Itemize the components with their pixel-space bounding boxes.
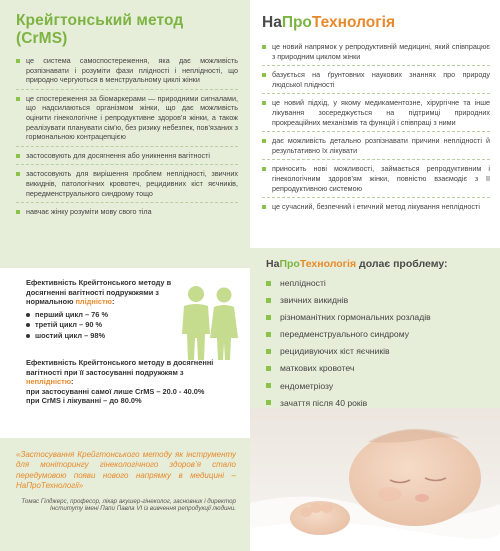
list-item: дає можливість детально розпізнавати причини неплідності й результативно їх лікувати: [262, 136, 490, 160]
list-item: це новий напрямок у репродуктивній медицині, який співпрацює з природним циклом жінки: [262, 42, 490, 66]
effectiveness-list: [26, 310, 176, 341]
bullet-square-icon: [266, 349, 271, 354]
list-item: це спостереження за біомаркерами — природними сигналами, що надсилаються організмом жінки, що дає можливість оцінити гінекологічне і репродуктивне здоров’я жінки, а також реалізувати планувати сім’ю, без ризику небезпек, пов’язаних з гормональною контрацепцією: [16, 94, 238, 147]
bullet-square-icon: [262, 205, 266, 209]
list-item: різноманітних гормональних розладів: [266, 312, 490, 323]
bullet-square-icon: [266, 281, 271, 286]
bullet-square-icon: [266, 332, 271, 337]
list-item: приносить нові можливості, займається репродуктивним і гінекологічним здоров’ям жінки, повністю взаємодіє з її репродуктивною системою: [262, 164, 490, 198]
effectiveness-heading: Ефективність Крейгтонського методу в досягненні вагітності подружжями з нормальною плідністю:: [26, 278, 172, 307]
couple-figures-icon: [174, 282, 246, 362]
bullet-square-icon: [262, 139, 266, 143]
bullet-square-icon: [266, 298, 271, 303]
quote-text: «Застосування Крейгтонського методу як інструменту для моніторингу гінекологічного здоров’я стало передумовою появи нового напрямку в медицині – НаПроТехнології»: [16, 450, 236, 491]
bullet-square-icon: [16, 210, 20, 214]
bullet-square-icon: [266, 366, 271, 371]
crms-bullet-list: [16, 56, 238, 217]
bullet-dot-icon: [26, 313, 30, 317]
crms-title: Крейгтонський метод (CrMS): [16, 12, 184, 47]
effectiveness-fertile: [26, 278, 176, 341]
list-item: шостий цикл – 98%: [26, 331, 176, 341]
bullet-square-icon: [16, 97, 20, 101]
bullet-square-icon: [266, 400, 271, 405]
list-item: звичних викиднів: [266, 295, 490, 306]
bullet-dot-icon: [26, 334, 30, 338]
naprotechnology-panel: [250, 0, 500, 248]
list-item: це сучасний, безпечний і етичний метод лікування неплідності: [262, 202, 490, 212]
problems-list: [266, 278, 490, 408]
problems-heading: НаПроТехнологія долає проблему:: [266, 258, 448, 270]
quote-author: Томас Гілджерс, професор, лікар акушер-гінеколог, засновник і директор Інституту імені Папи Павла VI із вивчення репродукції людини.: [21, 497, 236, 513]
bullet-square-icon: [266, 315, 271, 320]
effectiveness-heading-2: Ефективність Крейгтонського методу в досягненні вагітності при її застосуванні подружжям з неплідністю:: [26, 358, 214, 387]
list-item: перший цикл – 76 %: [26, 310, 176, 320]
naprotechnology-title: НаПроТехнологія: [262, 14, 395, 31]
list-item: передменструального синдрому: [266, 329, 490, 340]
effectiveness-line: при застосуванні самої лише CrMS – 20.0 - 40.0%: [26, 386, 205, 396]
list-item: навчає жінку розуміти мову свого тіла: [16, 207, 238, 217]
naprotechnology-bullet-list: [262, 42, 490, 212]
list-item: маткових кровотеч: [266, 363, 490, 374]
bullet-square-icon: [16, 172, 20, 176]
list-item: застосовують для вирішення проблем неплідності, звичних викиднів, патологічних кровотеч, рецидивних кіст яєчників, передменструального синдрому тощо: [16, 169, 238, 203]
quote-panel: [0, 438, 250, 551]
list-item: застосовують для досягнення або уникнення вагітності: [16, 151, 238, 166]
bullet-square-icon: [262, 167, 266, 171]
effectiveness-infertile: [26, 358, 231, 406]
sleeping-baby-image: [250, 408, 500, 551]
list-item: зачаття після 40 років: [266, 398, 490, 408]
list-item: ендометріозу: [266, 381, 490, 392]
sleeping-baby-photo: [250, 408, 500, 551]
bullet-square-icon: [16, 59, 20, 63]
list-item: базується на ґрунтовних наукових знаннях про природу людської плідності: [262, 70, 490, 94]
effectiveness-panel: [0, 268, 250, 438]
bullet-square-icon: [16, 154, 20, 158]
problems-panel: [250, 248, 500, 408]
bullet-square-icon: [262, 73, 266, 77]
list-item: рецидивуючих кіст яєчників: [266, 346, 490, 357]
effectiveness-line: при CrMS і лікуванні – до 80.0%: [26, 396, 142, 406]
bullet-square-icon: [262, 101, 266, 105]
list-item: це система самоспостереження, яка дає можливість розпізнавати і розуміти фази плідності і неплідності, що природно чергуються в менструальному циклі жінки: [16, 56, 238, 90]
crms-panel: [0, 0, 250, 268]
bullet-dot-icon: [26, 323, 30, 327]
bullet-square-icon: [266, 383, 271, 388]
bullet-square-icon: [262, 45, 266, 49]
list-item: це новий підхід, у якому медикаментозне, хірургічне та інше лікування зосереджується на підтримці природних прокреаційних механізмів та функцій і співпраці з ними: [262, 98, 490, 132]
list-item: третій цикл – 90 %: [26, 320, 176, 330]
list-item: неплідності: [266, 278, 490, 289]
